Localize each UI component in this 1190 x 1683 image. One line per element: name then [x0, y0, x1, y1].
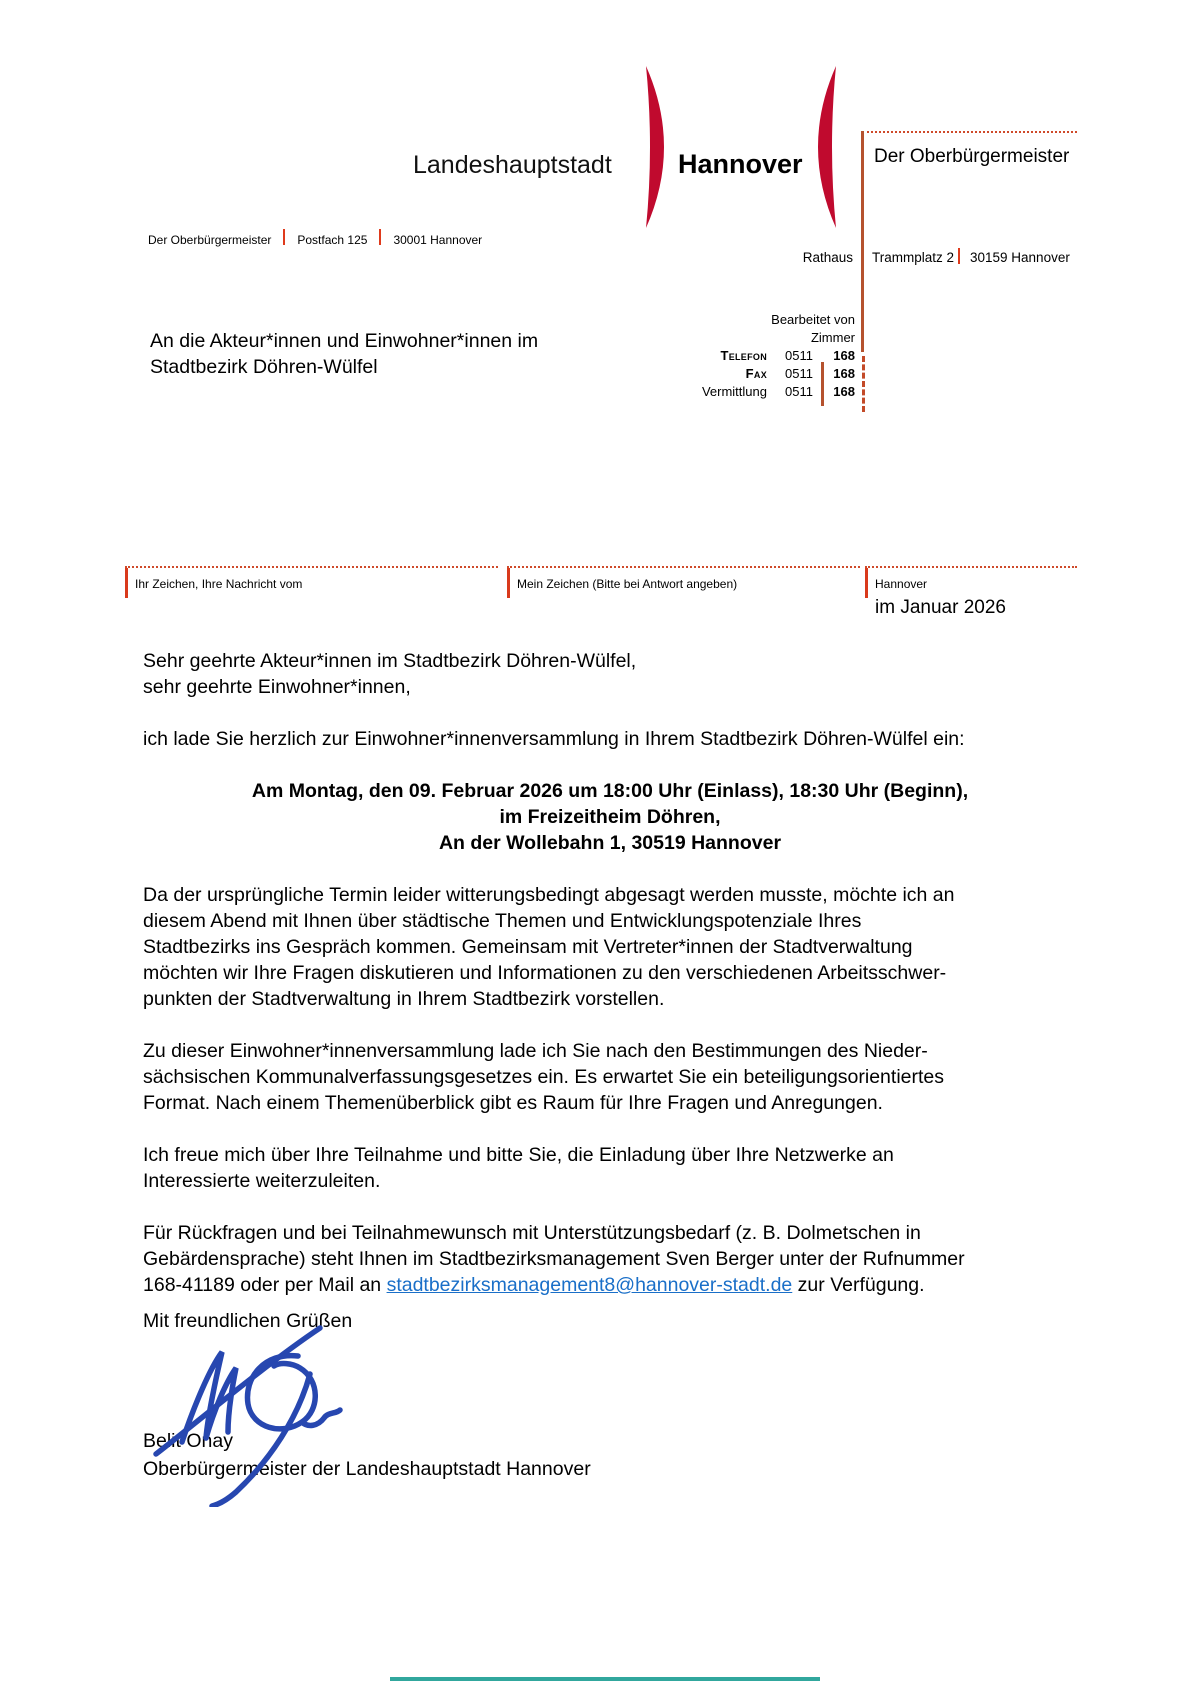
- body-text: zur Verfügung.: [792, 1274, 925, 1296]
- event-line: Am Montag, den 09. Februar 2026 um 18:00 Uhr (Einlass), 18:30 Uhr (Beginn),: [251, 780, 969, 802]
- return-address-office: Der Oberbürgermeister: [148, 233, 272, 247]
- contact-label: Telefon: [720, 348, 767, 363]
- event-line: im Freizeitheim Döhren,: [499, 806, 721, 828]
- body-line: Zu dieser Einwohner*innenversammlung lade ich Sie nach den Bestimmungen des Nieder-: [143, 1040, 928, 1062]
- body-line: Interessierte weiterzuleiten.: [143, 1170, 381, 1192]
- event-details: [143, 778, 1077, 856]
- reference-tick-icon: [865, 568, 868, 598]
- return-address-pobox: Postfach 125: [297, 233, 368, 247]
- event-line: An der Wollebahn 1, 30519 Hannover: [438, 832, 782, 854]
- salutation: [143, 648, 636, 700]
- recipient-line: Stadtbezirk Döhren-Wülfel: [150, 356, 378, 378]
- body-line: Sehr geehrte Akteur*innen im Stadtbezirk Döhren-Wülfel,: [143, 650, 637, 672]
- header-dotted-rule: [862, 131, 1077, 133]
- header-vertical-rule: [861, 131, 864, 352]
- org-city-logo-text: Hannover: [678, 149, 803, 179]
- reference-col-your-ref: [125, 566, 498, 591]
- body-line: [143, 1272, 965, 1298]
- contact-room: [560, 329, 855, 347]
- contact-edited-by: [560, 311, 855, 329]
- footer-mark: [390, 1677, 820, 1681]
- body-line: Format. Nach einem Themenüberblick gibt es Raum für Ihre Fragen und Anregungen.: [143, 1092, 883, 1114]
- hannover-logo-crescent-left-icon: [642, 66, 668, 228]
- return-address: [148, 232, 482, 248]
- reference-label: Mein Zeichen (Bitte bei Antwort angeben): [517, 577, 738, 591]
- contact-number: 168: [833, 366, 855, 381]
- body-line: Stadtbezirks ins Gespräch kommen. Gemeinsam mit Vertreter*innen der Stadtverwaltung: [143, 936, 913, 958]
- contact-prefix: 0511: [785, 348, 813, 363]
- location-building: Rathaus: [802, 250, 853, 265]
- contact-edited-by-label: Bearbeitet von: [771, 312, 855, 327]
- contact-number: 168: [833, 384, 855, 399]
- intro-paragraph: [143, 726, 965, 752]
- body-line: diesem Abend mit Ihnen über städtische Themen und Entwicklungspotenziale Ihres: [143, 910, 862, 932]
- location-street: Trammplatz 2: [872, 250, 955, 265]
- contact-vertical-rule: [821, 362, 824, 406]
- body-line: Gebärdensprache) steht Ihnen im Stadtbezirksmanagement Sven Berger unter der Rufnummer: [143, 1248, 965, 1270]
- location-city: 30159 Hannover: [970, 250, 1070, 265]
- letter-date: im Januar 2026: [875, 597, 1006, 618]
- body-line: sehr geehrte Einwohner*innen,: [143, 676, 411, 698]
- reference-label: Hannover: [875, 577, 928, 591]
- contact-number: 168: [833, 348, 855, 363]
- body-text: 168-41189 oder per Mail an: [143, 1274, 387, 1296]
- contact-row-fax: [560, 365, 855, 383]
- signature-graphic: [148, 1322, 378, 1507]
- paragraph-teilnahme: [143, 1142, 894, 1194]
- recipient-address: [150, 328, 538, 380]
- email-link[interactable]: stadtbezirksmanagement8@hannover-stadt.de: [386, 1274, 793, 1296]
- org-name: Landeshauptstadt: [413, 151, 612, 179]
- separator-bar-icon: [283, 229, 285, 245]
- contact-row-telefon: [560, 347, 855, 365]
- contact-block: [560, 311, 855, 401]
- contact-row-vermittlung: [560, 383, 855, 401]
- paragraph-termin: [143, 882, 955, 1012]
- body-line: Ich freue mich über Ihre Teilnahme und bitte Sie, die Einladung über Ihre Netzwerke an: [143, 1144, 894, 1166]
- body-line: Für Rückfragen und bei Teilnahmewunsch mit Unterstützungsbedarf (z. B. Dolmetschen in: [143, 1222, 921, 1244]
- hannover-logo-crescent-right-icon: [814, 66, 840, 228]
- signer-name: Belit Onay: [143, 1430, 233, 1452]
- contact-label: Fax: [745, 366, 767, 381]
- contact-label: Vermittlung: [701, 384, 767, 399]
- paragraph-rueckfragen: [143, 1220, 965, 1298]
- reference-label: Ihr Zeichen, Ihre Nachricht vom: [135, 577, 303, 591]
- signer-title: Oberbürgermeister der Landeshauptstadt Hannover: [143, 1458, 591, 1480]
- body-line: möchten wir Ihre Fragen diskutieren und Informationen zu den verschiedenen Arbeitsschwer-: [143, 962, 947, 984]
- separator-bar-icon: [958, 248, 960, 264]
- body-line: ich lade Sie herzlich zur Einwohner*innenversammlung in Ihrem Stadtbezirk Döhren-Wülfel ein:: [143, 728, 965, 750]
- body-line: Da der ursprüngliche Termin leider witterungsbedingt abgesagt werden musste, möchte ich an: [143, 884, 955, 906]
- body-line: sächsischen Kommunalverfassungsgesetzes ein. Es erwartet Sie ein beteiligungsorientiertes: [143, 1066, 945, 1088]
- closing: Mit freundlichen Grüßen: [143, 1310, 353, 1332]
- office-title: Der Oberbürgermeister: [874, 146, 1070, 167]
- reference-col-date: [865, 566, 1077, 619]
- return-address-city: 30001 Hannover: [393, 233, 483, 247]
- contact-prefix: 0511: [785, 366, 813, 381]
- reference-tick-icon: [507, 568, 510, 598]
- separator-bar-icon: [379, 229, 381, 245]
- reference-tick-icon: [125, 568, 128, 598]
- header-vertical-rule-dashed: [862, 356, 865, 412]
- contact-room-label: Zimmer: [810, 330, 855, 345]
- recipient-line: An die Akteur*innen und Einwohner*innen im: [150, 330, 539, 352]
- reference-col-my-ref: [507, 566, 860, 591]
- contact-prefix: 0511: [785, 384, 813, 399]
- paragraph-versammlung: [143, 1038, 944, 1116]
- body-line: punkten der Stadtverwaltung in Ihrem Stadtbezirk vorstellen.: [143, 988, 665, 1010]
